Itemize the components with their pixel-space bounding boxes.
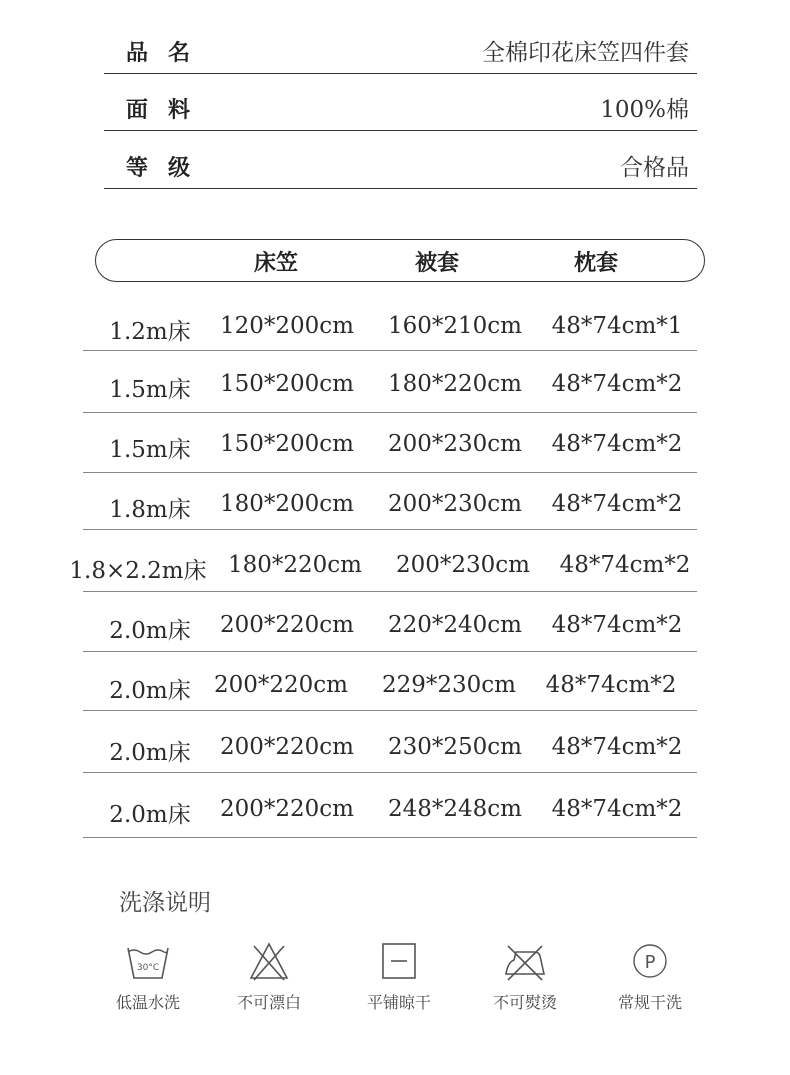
table-row-divider (83, 651, 697, 652)
table-cell-quilt-cover: 230*250cm (388, 734, 522, 760)
dry-clean-icon (627, 940, 673, 984)
table-cell-quilt-cover: 200*230cm (388, 431, 522, 457)
table-cell-pillowcase: 48*74cm*2 (551, 371, 683, 397)
table-cell-pillowcase: 48*74cm*2 (551, 796, 683, 822)
table-cell-pillowcase: 48*74cm*2 (551, 431, 683, 457)
table-cell-pillowcase: 48*74cm*2 (551, 734, 683, 760)
info-value: 100%棉 (600, 97, 689, 123)
table-cell-fitted-sheet: 200*220cm (214, 672, 348, 698)
table-cell-fitted-sheet: 200*220cm (220, 734, 354, 760)
table-cell-bed: 2.0m床 (109, 618, 191, 644)
table-cell-pillowcase: 48*74cm*2 (551, 491, 683, 517)
table-cell-quilt-cover: 220*240cm (388, 612, 522, 638)
care-label-wash: 低温水洗 (115, 993, 180, 1012)
no-iron-icon (502, 940, 548, 984)
table-cell-bed: 1.8m床 (109, 497, 191, 523)
info-value: 合格品 (620, 155, 689, 181)
header-pillowcase: 枕套 (573, 251, 619, 276)
care-label-dry-flat: 平铺晾干 (366, 993, 431, 1012)
table-cell-bed: 1.8×2.2m床 (69, 558, 207, 584)
table-cell-fitted-sheet: 180*220cm (228, 552, 362, 578)
info-row-fabric (104, 74, 697, 131)
table-cell-fitted-sheet: 150*200cm (220, 431, 354, 457)
table-cell-pillowcase: 48*74cm*2 (545, 672, 677, 698)
dry-flat-icon (376, 940, 422, 984)
wash-temperature: 30°C (136, 963, 160, 973)
table-cell-pillowcase: 48*74cm*2 (559, 552, 691, 578)
table-cell-pillowcase: 48*74cm*2 (551, 612, 683, 638)
table-row-divider (83, 529, 697, 530)
info-row-name (104, 17, 697, 74)
table-cell-bed: 2.0m床 (109, 802, 191, 828)
table-row-divider (83, 350, 697, 351)
header-fitted-sheet: 床笠 (253, 251, 299, 276)
table-row-divider (83, 837, 697, 838)
info-value: 全棉印花床笠四件套 (482, 40, 689, 66)
info-label: 品名 (126, 41, 211, 66)
table-cell-bed: 1.5m床 (109, 377, 191, 403)
care-label-no-iron: 不可熨烫 (492, 993, 557, 1012)
info-label: 面料 (126, 98, 211, 123)
table-cell-bed: 1.2m床 (109, 319, 191, 345)
care-item-dry-flat (344, 940, 454, 1013)
table-cell-quilt-cover: 200*230cm (388, 491, 522, 517)
table-cell-quilt-cover: 180*220cm (388, 371, 522, 397)
care-title: 洗涤说明 (119, 890, 211, 916)
care-item-wash (93, 940, 203, 1013)
table-cell-fitted-sheet: 120*200cm (220, 313, 354, 339)
no-bleach-icon (246, 940, 292, 984)
table-row-divider (83, 412, 697, 413)
table-cell-quilt-cover: 248*248cm (388, 796, 522, 822)
table-cell-pillowcase: 48*74cm*1 (551, 313, 683, 339)
care-label-dry-clean: 常规干洗 (617, 993, 682, 1012)
table-cell-fitted-sheet: 150*200cm (220, 371, 354, 397)
dry-clean-letter: P (644, 952, 656, 973)
info-label: 等级 (126, 156, 211, 181)
table-cell-bed: 2.0m床 (109, 740, 191, 766)
table-cell-quilt-cover: 160*210cm (388, 313, 522, 339)
table-row-divider (83, 772, 697, 773)
care-item-no-bleach (214, 940, 324, 1013)
header-quilt-cover: 被套 (414, 251, 460, 276)
table-cell-fitted-sheet: 180*200cm (220, 491, 354, 517)
wash-30-icon (125, 940, 171, 984)
info-row-grade (104, 132, 697, 189)
care-item-no-iron (470, 940, 580, 1013)
table-row-divider (83, 710, 697, 711)
table-cell-fitted-sheet: 200*220cm (220, 612, 354, 638)
table-cell-fitted-sheet: 200*220cm (220, 796, 354, 822)
table-row-divider (83, 472, 697, 473)
table-row-divider (83, 591, 697, 592)
table-cell-bed: 1.5m床 (109, 437, 191, 463)
care-item-dry-clean (595, 940, 705, 1013)
care-label-no-bleach: 不可漂白 (236, 993, 301, 1012)
table-cell-bed: 2.0m床 (109, 678, 191, 704)
table-cell-quilt-cover: 200*230cm (396, 552, 530, 578)
table-cell-quilt-cover: 229*230cm (382, 672, 516, 698)
